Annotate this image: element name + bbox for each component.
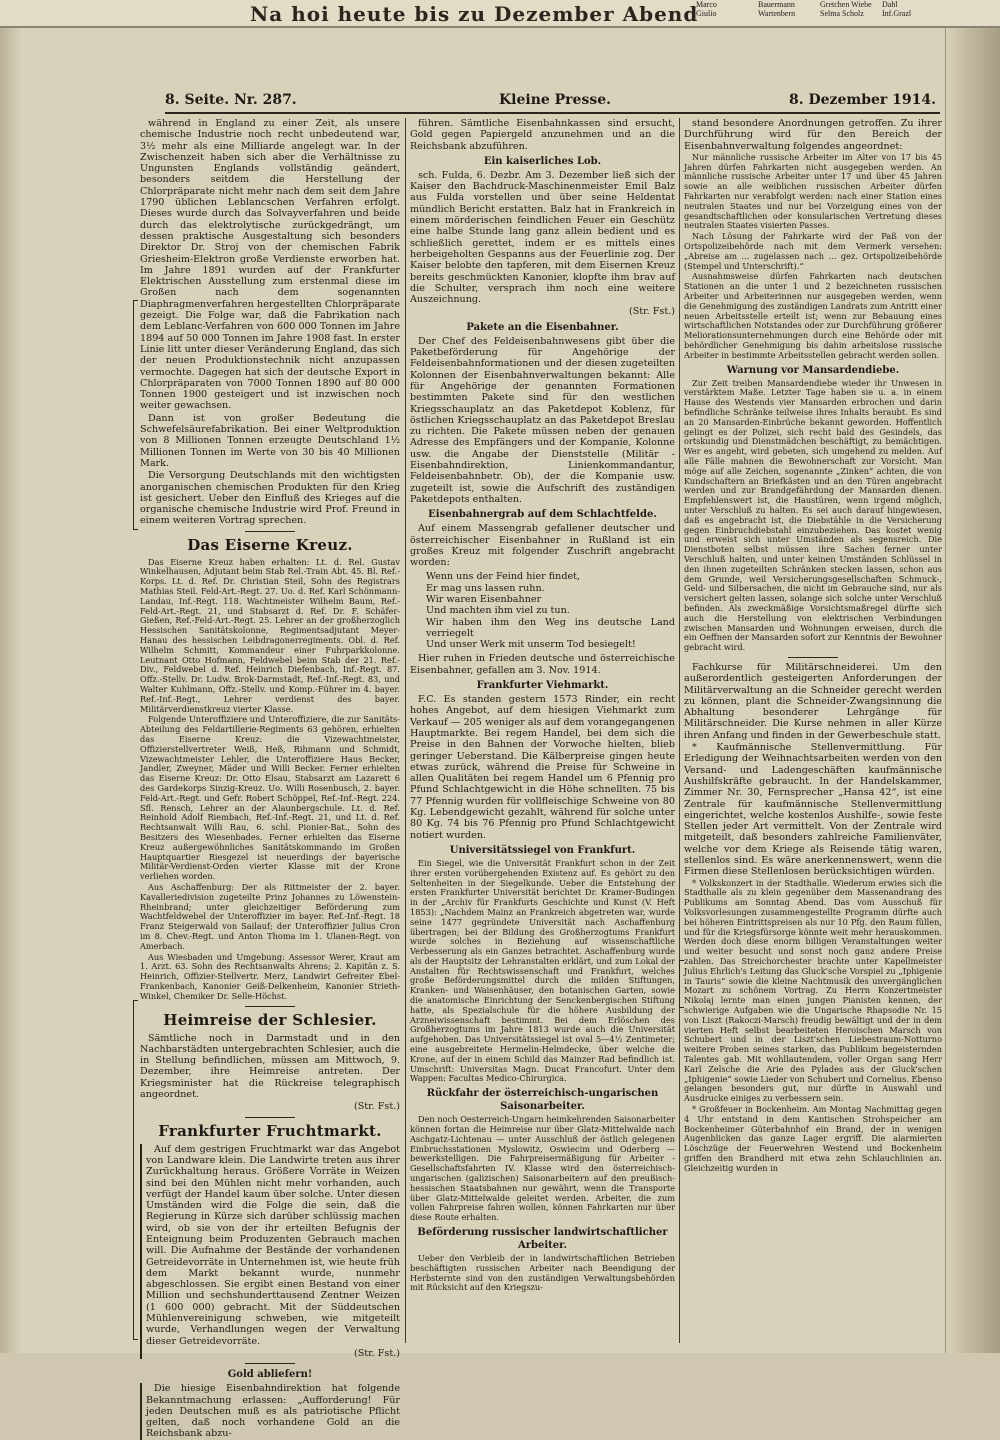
cut-headline: Na hoi heute bis zu Dezember Abend	[250, 2, 699, 26]
article-paragraph: sch. Fulda, 6. Dezbr. Am 3. Dezember ließ sich der Kaiser den Bachdruck-Maschinenmeister Emil Balz aus Fulda vorstellen und über seine Heldentat mündlich Bericht erstatten. Balz hat in Frankreich in einem mörderischen feindlichen Feuer ein Geschütz eine halbe Stunde lang ganz allein bedient und es schließlich gerettet, indem er es mittels eines herbeigeholten Gespanns aus der Feuerlinie zog. Der Kaiser belobte den tapferen, mit dem Eisernen Kreuz bereits geschmückten Kanonier, klopfte ihm brav auf die Schulter, versprach ihm noch eine weitere Auszeichnung.	[410, 169, 675, 306]
article-paragraph: Das Eiserne Kreuz haben erhalten: Lt. d. Rel. Gustav Winkelhausen, Adjutant beim Stab Rel.-Train Abt. 45. Bl. Ref.-Korps. Lt. d. Ref. Dr. Christian Steil, Sohn des Registrars Mathias Steil. Feld-Art.-Regt. 27. Uo. d. Ref. Karl Schönmann-Landau, Inf.-Regt. 118. Wachtmeister Wilhelm Baum, Ref.-Feld-Art.-Regt. 21, und Stabsarzt d. Ref. Dr. F. Schäfer-Gießen, Ref.-Feld-Art.-Regt. 25. Lehrer an der großherzoglich Hessischen Sanitätskolonne, Regimentsadjutant Meyer-Hanau des hessischen Leibdragonerregiments. Obl. d. Ref. Wilhelm Schmitt, Kommandeur einer Fuhrparkkolonne. Leutnant Otto Hofmann, Feldwebel beim Stab der 21. Ref.-Div., Feldwebel d. Ref. Heinrich Diefenbach, Inf.-Regt. 87. Offz.-Stellv. Dr. Ludw. Brok-Darmstadt, Ref.-Inf.-Regt. 83, und Walter Kuhlmann, Offz.-Stellv. und Komp.-Führer im 4. bayer. Ref.-Inf.-Regt., Lehrer verdienst des bayer. Militärverdienstkreuz vierter Klasse.	[140, 556, 400, 714]
article-paragraph: Auf einem Massengrab gefallener deutscher und österreichischer Eisenbahner in Rußland ist ein großes Kreuz mit folgender Zuschrift angebracht worden:	[410, 523, 675, 569]
column-rule	[405, 118, 406, 1343]
article-paragraph: während in England zu einer Zeit, als unsere chemische Industrie noch recht unbedeutend war, 3½ mehr als eine Milliarde angelegt war. In der Zwischenzeit haben sich aber die Verhältnisse zu Ungunsten Englands vollständig geändert, besonders seitdem die Herstellung der Chlorpräparate nicht mehr nach dem seit dem Jahre 1790 üblichen Leblancschen Verfahren erfolgt. Dieses wurde durch das Solvayverfahren und beide durch das elektrolytische zurückgedrängt, um dessen praktische Ausgestaltung sich besonders Direktor Dr. Stroj von der chemischen Fabrik Griesheim-Elektron große Verdienste erworben hat. Im Jahre 1891 wurden auf der Frankfurter Elektrischen Ausstellung zum erstenmal diese im Großen nach dem sogenannten Diaphragmenverfahren hergestellten Chlorpräparate gezeigt. Die Folge war, daß die Fabrikation nach dem Leblanc-Verfahren von 600 000 Tonnen im Jahre 1894 auf 50 000 Tonnen im Jahre 1908 fast. In erster Linie litt unter dieser Veränderung England, das sich der neuen Produktionstechnik nicht anzupassen vermochte. Dagegen hat sich der deutsche Export in Chlorpräparaten von 7000 Tonnen 1890 auf 80 000 Tonnen 1900 gesteigert und ist inzwischen noch weiter gewachsen.	[140, 118, 400, 412]
headline-siegel: Universitätssiegel von Frankfurt.	[449, 844, 636, 856]
column-2	[410, 118, 675, 1343]
margin-bracket	[133, 1000, 138, 1340]
poem-line: Und unser Werk mit unserm Tod besiegelt!	[426, 639, 636, 651]
page-number: 8. Seite. Nr. 287.	[165, 92, 297, 108]
article-paragraph: Sämtliche noch in Darmstadt und in den Nachbarstädten untergebrachten Schlesier, auch die in Stellung befindlichen, müssen am Mittwoch, 9. Dezember, ihre Heimreise antreten. Der Kriegsminister hat die Rückreise telegraphisch angeordnet.	[140, 1032, 400, 1101]
source-signature: (Str. Fst.)	[353, 1101, 400, 1113]
mini-cell: Inf.Grazl	[882, 9, 912, 18]
headline-heimreise: Heimreise der Schlesier.	[163, 1010, 377, 1029]
source-signature: (Str. Fst.)	[628, 306, 675, 318]
headline-pakete: Pakete an die Eisenbahner.	[466, 321, 619, 333]
article-paragraph: Ausnahmsweise dürfen Fahrkarten nach deutschen Stationen an die unter 1 und 2 bezeichneten russischen Arbeiter und Arbeiterinnen nur ausgegeben werden, wenn die Genehmigung des zuständigen Landrats zum Antritt einer neuen Arbeitsstelle erteilt ist; wenn zur Bebauung eines wirtschaftlichen Notstandes oder zur Durchführung größerer Meliorationsunternehmungen durch eine Behörde oder mit behördlicher Genehmigung bis dahin arbeitslose russische Arbeiter in bestimmte Arbeitsstellen gebracht werden sollen.	[684, 271, 942, 360]
article-paragraph: Zur Zeit treiben Mansardendiebe wieder ihr Unwesen in verstärktem Maße. Letzter Tage haben sie u. a. in einem Hause des Westends vier Mansarden erbrochen und darin befindliche Schränke teilweise ihres Inhalts beraubt. Es sind an 20 Mansarden-Einbrüche bekannt geworden. Hoffentlich gelingt es der Polizei, sich recht bald des Gesindels, das ortskundig und Dienstmädchen beschäftigt, zu bemächtigen. Wer es angeht, wird gebeten, sich umgehend zu melden. Auf alle Fälle mahnen die Bewohnerschaft zur Vorsicht. Man möge auf alle Zeichen, sogenannte „Zinken“ achten, die von Kundschaftern an Briefkästen und an den Türen angebracht werden und zur Brandgefährdung der Mansarden dienen. Empfehlenswert ist, die Haustüren, wenn irgend möglich, unter Verschluß zu halten. Es sei auch darauf hingewiesen, daß es angebracht ist, die Diebstähle in die Versicherung gegen Einbruchdiebstahl einzubeziehen. Das kostet wenig und erweist sich unter Umständen als segensreich. Die Dienstboten selbst müssen ihre Sachen ferner unter Verschluß halten, und unter keinen Umständen Schlüssel in den ihnen zugeteilten Schränken stecken lassen, schon aus dem Grunde, weil Versicherungsgesellschaften Schmuck-, Geld- und Silbersachen, die nicht im Gebrauche sind, nur als versichert gelten lassen, solange sich solche unter Verschluß befinden. Als zweckmäßige Vorsichtsmaßregel dürfte sich auch die Herstellung von elektrischen Verbindungen zwischen Mansarden und Wohnungen erweisen, durch die ein Oeffnen der Mansarden sofort zur Kenntnis der Bewohner gebracht wird.	[684, 377, 942, 653]
poem-line: Und machten ihm viel zu tun.	[426, 605, 570, 617]
mini-cast-table	[696, 0, 996, 26]
margin-bracket	[679, 960, 684, 1008]
headline-russische-arbeiter: Beförderung russischer landwirtschaftlicher Arbeiter.	[417, 1227, 668, 1252]
article-paragraph: Aus Aschaffenburg: Der als Rittmeister der 2. bayer. Kavalleriedivision zugeteilte Prinz Johannes zu Löwenstein-Rheinbrand; unter gleichzeitiger Beförderung zum Wachtfeldwebel der Unteroffizier im bayer. Ref.-Inf.-Regt. 18 Franz Steigerwald von Sailauf; der Unteroffizier Julius Cron im 8. Chev.-Regt. und Anton Thoma im 1. Ulanen-Regt. von Amerbach.	[140, 881, 400, 951]
separator	[245, 1363, 295, 1364]
page-header	[165, 90, 940, 114]
headline-grab: Eisenbahnergrab auf dem Schlachtfelde.	[428, 509, 657, 521]
left-binding-margin	[0, 28, 22, 1353]
poem-line: Wenn uns der Feind hier findet,	[426, 571, 581, 583]
mini-cell: Gretchen Wiebe	[820, 0, 872, 9]
mini-table-row	[696, 9, 996, 18]
article-paragraph: Dann ist von großer Bedeutung die Schwefelsäurefabrikation. Bei einer Weltproduktion von 8 Millionen Tonnen erzeugte Deutschland 1½ Millionen Tonnen im Werte von 30 bis 40 Millionen Mark.	[140, 412, 400, 469]
article-paragraph: Fachkurse für Militärschneiderei. Um den außerordentlich gesteigerten Anforderungen der Militärverwaltung an die Schneider gerecht werden zu können, plant die Schneider-Zwangsinnung die Abhaltung besonderer Lehrgänge für Militärschneider. Die Kurse nehmen in aller Kürze ihren Anfang und finden in der Gewerbeschule statt.	[684, 661, 942, 741]
mini-cell: Marco	[696, 0, 717, 9]
marked-article	[140, 1144, 400, 1360]
poem-line: Wir haben ihm den Weg ins deutsche Land verriegelt	[426, 616, 675, 639]
mini-cell: Giulio	[696, 9, 717, 18]
article-paragraph: Aus Wiesbaden und Umgebung: Assessor Werer, Kraut am 1. Arzt. 63. Sohn des Rechtsanwalts Ahrens; 2. Kapitän z. S. Heinrich, Offizier-Stellvertr. Merz, Landwirt Gefreiter Ebel-Frankenbach, Kanonier Geiß-Delkenheim, Kanonier Strieth-Winkel, Chemiker Dr. Selle-Höchst.	[140, 951, 400, 1001]
headline-eisernes-kreuz: Das Eiserne Kreuz.	[187, 535, 353, 554]
separator	[245, 531, 295, 532]
source-signature: (Str. Fst.)	[353, 1347, 400, 1359]
headline-mansardendiebe: Warnung vor Mansardendiebe.	[726, 364, 900, 376]
margin-bracket	[133, 300, 138, 530]
right-page-edge	[945, 28, 1000, 1353]
separator	[245, 1117, 295, 1118]
article-paragraph: führen. Sämtliche Eisenbahnkassen sind ersucht, Gold gegen Papiergeld anzunehmen und an die Reichsbank abzuführen.	[410, 118, 675, 152]
poem	[426, 571, 675, 650]
headline-gold: Gold abliefern!	[227, 1369, 313, 1381]
mini-cell: Bauermann	[758, 0, 795, 9]
headline-fruchtmarkt: Frankfurter Fruchtmarkt.	[158, 1121, 382, 1140]
article-paragraph: * Volkskonzert in der Stadthalle. Wiederum erwies sich die Stadthalle als zu klein gegenüber dem Massenandrang des Publikums am Sonntag Abend. Das vom Ausschuß für Volksvorlesungen zusammengestellte Programm dürfte auch bei höheren Eintrittspreisen als nur 10 Pfg. den Raum füllen, und für die Kriegsfürsorge könnte weit mehr herauskommen. Werden doch diese enorm billigen Veranstaltungen weiter und weiter besucht und sonst noch ganz andere Preise zahlen. Das Streichorchester brachte unter Kapellmeister Julius Ehrlich's Leitung das Gluck'sche Vorspiel zu „Iphigenie in Tauris“ sowie die kleine Nachtmusik des unvergänglichen Mozart zu schönem Vortrag. Zu Herrn Konzertmeister Nikolaj lernte man einen jungen Pianisten kennen, der schwierige Aufgaben wie die Ungarische Rhapsodie Nr. 15 von Liszt (Rakoczi-Marsch) freudig bewältigt und der in dem vierten Heft selbst bearbeiteten Heroischen Marsch von Schubert und in der Liszt'schen Liebestraum-Notturno weitere Proben seines starken, das Publikum begeisternden Talentes gab. Mit wohllautendem, voller Organ sang Herr Karl Zelsche die Arie des Pylades aus der Gluck'schen „Iphigenie“ sowie Lieder von Schubert und Cornelius. Ebenso gelangen besonders gut, nur dürfte in Auswahl und Ausdrucke einiges zu verbessern sein.	[684, 877, 942, 1104]
separator	[788, 657, 838, 658]
marked-article	[140, 1383, 400, 1439]
article-paragraph: Ein Siegel, wie die Universität Frankfurt schon in der Zeit ihrer ersten vorübergehenden Existenz auf. Es gehört zu den Seltenheiten in der Siegelkunde. Ueber die Entstehung der ersten Frankfurter Universität berichtet Dr. Kramer-Budingen in der „Archiv für Frankfurts Geschichte und Kunst (V. Heft 1853): „Nachdem Mainz an Frankreich abgetreten war, wurde seine 1477 gegründete Universität nach Aschaffenburg übertragen; bei der Bildung des Großherzogtums Frankfurt wurde solches in Beziehung auf wissenschaftliche Verbesserung als ein Ganzes betrachtet. Aschaffenburg wurde als der Hauptsitz der Lehranstalten erklärt, und zum Lokal der Anstalten für Rechtswissenschaft und Frankfurt, welches große Beförderungsmittel durch die milden Stiftungen, Kranken- und Waisenhäuser, den botanischen Garten, sowie die anatomische Einrichtung der Senckenbergischen Stiftung hatte, als Spezialschule für die höhere Ausbildung der Arzneiwissenschaft bestimmt. Bei dem Erlöschen des Großherzogtums im Jahre 1813 wurde auch die Universität aufgehoben. Das Universitätssiegel ist oval 5—4½ Zentimeter; eine ausgebreitete Hermelin-Helmdecke, über welche die Krone, auf der in einem Schild das Mainzer Rad befindlich ist. Umschrift: Universitas Magn. Ducat Francofurt. Unter dem Wappen: Facultas Medico-Chirurgica.	[410, 857, 675, 1084]
article-paragraph: Nach Lösung der Fahrkarte wird der Paß von der Ortspolizeibehörde nach mit dem Vermerk versehen: „Abreise am ... zugelassen nach ... gez. Ortspolizeibehörde (Stempel und Unterschrift).“	[684, 231, 942, 271]
article-paragraph: F.C. Es standen gestern 1573 Rinder, ein recht hohes Angebot, auf dem hiesigen Viehmarkt zum Verkauf — 205 weniger als auf dem vorangegangenen Hauptmarkte. Bei regem Handel, bei dem sich die Preise in den Bahnen der Vorwoche hielten, blieb geringer Ueberstand. Die Kälberpreise gingen heute etwas zurück, während die Preise für Schweine in allen Qualitäten bei regem Handel um 6 Pfennig pro Pfund Schlachtgewicht in die Höhe schnellten. 75 bis 77 Pfennig wurden für vollfleischige Schweine von 80 Kg. Lebendgewicht gezahlt, während für solche unter 80 Kg. 74 bis 76 Pfennig pro Pfund Schlachtgewicht notiert wurden.	[410, 694, 675, 841]
headline-saisonarbeiter: Rückfahr der österreichisch-ungarischen Saisonarbeiter.	[426, 1088, 659, 1113]
separator	[245, 1006, 295, 1007]
article-paragraph: * Kaufmännische Stellenvermittlung. Für Erledigung der Weihnachtsarbeiten werden von den Versand- und Ladengeschäften kaufmännische Aushilfskräfte gebraucht. In der Handelskammer, Zimmer Nr. 30, Fernsprecher „Hansa 42“, ist eine Zentrale für kaufmännische Stellenvermittlung eingerichtet, welche kostenlos Aushilfe-, sowie feste Stellen jeder Art vermittelt. Von der Zentrale wird mitgeteilt, daß besonders zahlreiche Familienväter, welche vor dem Kriege als Reisende tätig waren, stellenlos sind. Es wäre anerkennenswert, wenn die Firmen diese Stellenlosen berücksichtigen würden.	[684, 742, 942, 878]
mini-cell: Dahl	[882, 0, 898, 9]
column-rule	[679, 118, 680, 1343]
headline-lob: Ein kaiserliches Lob.	[483, 155, 602, 167]
article-paragraph: Ueber den Verbleib der in landwirtschaftlichen Betrieben beschäftigten russischen Arbeiter nach Beendigung der Herbsternte sind von den zuständigen Verwaltungsbehörden mit Rücksicht auf den Kriegszu-	[410, 1253, 675, 1293]
issue-date: 8. Dezember 1914.	[789, 92, 936, 108]
mini-cell: Selma Scholz	[820, 9, 864, 18]
column-3	[684, 118, 942, 1343]
article-paragraph: Folgende Unteroffiziere und Unteroffiziere, die zur Sanitäts-Abteilung des Feldartillerie-Regiments 63 gehören, erhielten das Eiserne Kreuz: die Vizewachtmeister, Offizierstellvertreter Weiß, Heß, Rihmann und Schmidt, Vizewachtmeister Lehler, die Unteroffiziere Haus Becker, Jandler, Zweyner, Mäder und Willi Becker. Ferner erhielten das Eiserne Kreuz: Dr. Otto Elsau, Stabsarzt am Lazarett 6 des Gardekorps Sinzig-Kreuz. Uo. Willi Rosenbusch, 2. bayer. Feld-Art.-Regt. und Gefr. Robert Schöppel, Ref.-Inf.-Regt. 224. Sfl. Rensch, Lehrer an der Alaunbergschule. Lt. d. Ref. Reinhold Adolf Riembach, Ref.-Inf.-Regt. 21, und Lt. d. Ref. Rechtsanwalt Willi Rau, 6. schl. Pionier-Bat., Sohn des Besitzers des Wiesenbades. Ferner erhielten das Eiserne Kreuz außergewöhnliches Sanitätskommando im Großen Hauptquartier Riesgezel ist neuerdings der bayerische Militär-Verdienst-Orden vierter Klasse mit der Krone verliehen worden.	[140, 714, 400, 882]
previous-page-strip	[0, 0, 1000, 28]
article-paragraph: Die hiesige Eisenbahndirektion hat folgende Bekanntmachung erlassen: „Aufforderung! Für jeden Deutschen muß es als patriotische Pflicht gelten, daß noch vorhandene Gold an die Reichsbank abzu-	[146, 1383, 400, 1440]
poem-line: Er mag uns lassen ruhn.	[426, 582, 545, 594]
masthead: Kleine Presse.	[498, 92, 612, 108]
article-paragraph: Auf dem gestrigen Fruchtmarkt war das Angebot von Landware klein. Die Landwirte treten aus ihrer Zurückhaltung heraus. Größere Vorräte in Weizen sind bei den Mühlen nicht mehr vorhanden, auch verfügt der Handel kaum über solche. Unter diesen Umständen wird die Folge die sein, daß die Regierung in Kürze sich darüber schlüssig machen wird, ob sie von der ihr erteilten Befugnis der Enteignung beim Produzenten Gebrauch machen will. Die Aufnahme der Bestände der vorhandenen Getreidevorräte in Unternehmen ist, wie heute früh dem Markt bekannt wurde, nunmehr abgeschlossen. Sie ergibt einen Bestand von einer Million und sechshunderttausend Zentner Weizen (1 600 000) gebracht. Mit der Süddeutschen Mühlenvereinigung schweben, wie mitgeteilt wurde, Verhandlungen wegen der Verwaltung dieser Getreidevorräte.	[146, 1143, 400, 1347]
mini-table-row	[696, 0, 996, 9]
article-paragraph: * Großfeuer in Bockenheim. Am Montag Nachmittag gegen 4 Uhr entstand in dem Kantischen Strohspeicher am Bockenheimer Güterbahnhof ein Brand, der in wenigen Augenblicken das ganze Lager ergriff. Die alarmierten Löschzüge der Feuerwehren Westend und Bockenheim griffen den Brandherd mit etwa zehn Schlauchlinien an. Gleichzeitig wurden in	[684, 1103, 942, 1173]
article-paragraph: Der Chef des Feldeisenbahnwesens gibt über die Paketbeförderung für Angehörige der Feldeisenbahnformationen und der diesen zugeteilten Kolonnen der Eisenbahnverwaltungen bekannt: Alle für Angehörige der genannten Formationen bestimmten Pakete sind für den westlichen Kriegsschauplatz an das Paketdepot Koblenz, für östlichen Kriegsschauplatz an das Paketdepot Breslau zu richten. Die Pakete müssen neben der genauen Adresse des Empfängers und der Kompanie, Kolonne usw. die Angabe der Dienststelle (Militär - Eisenbahndirektion, Linienkommandantur, Feldeisenbahnbetr. Ob), der die Kompanie usw. zugeteilt ist, sowie die Aufschrift des zuständigen Paketdepots enthalten.	[410, 335, 675, 505]
column-1	[140, 118, 400, 1440]
headline-viehmarkt: Frankfurter Viehmarkt.	[476, 680, 609, 692]
article-paragraph: Nur männliche russische Arbeiter im Alter von 17 bis 45 Jahren dürfen Fahrkarten nicht ausgegeben werden. An männliche russische Arbeiter unter 17 und über 45 Jahren sowie an alle weiblichen russischen Arbeiter dürfen Fahrkarten nur verabfolgt werden: nach einer Station eines neutralen Staates und nur bei Vorzeigung eines von der gesandtschaftlichen oder konsularischen Vertretung dieses neutralen Staates visierten Passes.	[684, 151, 942, 231]
article-paragraph: stand besondere Anordnungen getroffen. Zu ihrer Durchführung wird für den Bereich der Eisenbahnverwaltung folgendes angeordnet:	[684, 118, 942, 152]
article-paragraph: Hier ruhen in Frieden deutsche und österreichische Eisenbahner, gefallen am 3. Nov. 1914.	[410, 653, 675, 676]
article-paragraph: Den noch Oesterreich-Ungarn heimkehrenden Saisonarbeiter können fortan die Heimreise nur über Glatz-Mittelwalde nach Aschgatz-Lichtenau — unter Ausschluß der östlich gelegenen Einbruchsstationen Myslowitz, Oswiecim und Oderberg — bewerkstelligen. Die Fahrpreisermäßigung für Arbeiter - Gesellschaftsfahrten IV. Klasse wird den österreichisch-ungarischen (galizischen) Saisonarbeitern auf den preußisch-hessischen Staatsbahnen nur gewährt, wenn die Transporte über Glatz-Mittelwalde geleitet werden. Arbeiter, die zum vollen Fahrpreise fahren wollen, können Fahrkarten nur über diese Route erhalten.	[410, 1114, 675, 1223]
article-paragraph: Die Versorgung Deutschlands mit den wichtigsten anorganischen chemischen Produkten für den Krieg ist gesichert. Ueber den Einfluß des Krieges auf die organische chemische Industrie wird Prof. Freund in einem weiteren Vortrag sprechen.	[140, 470, 400, 527]
mini-cell: Wartenbern	[758, 9, 796, 18]
poem-line: Wir waren Eisenbahner	[426, 593, 542, 605]
